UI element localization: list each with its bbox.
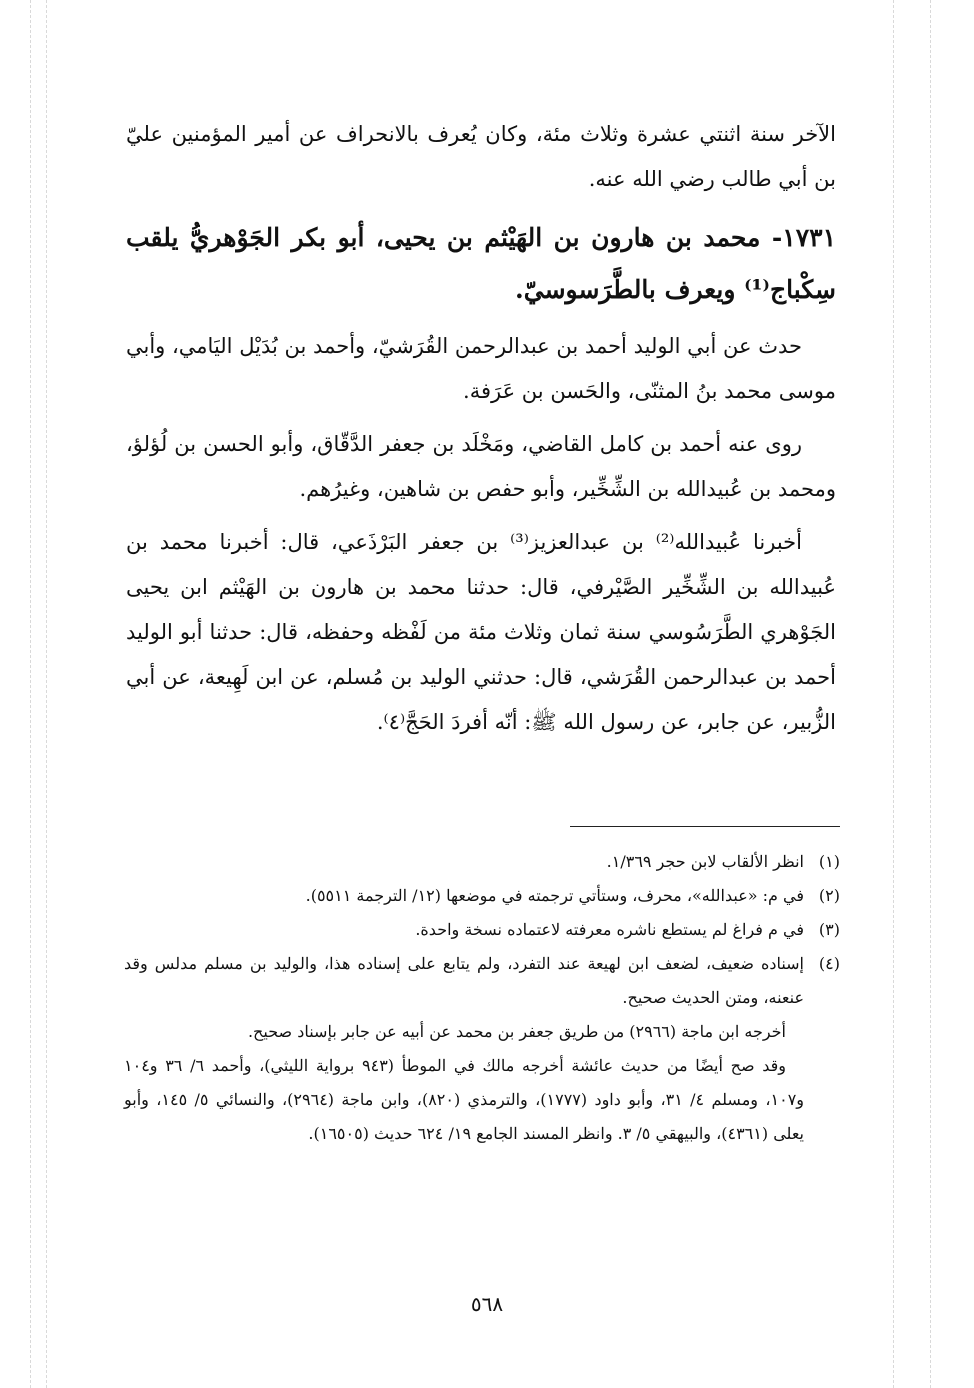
footnote-item	[124, 879, 840, 913]
intro-section	[126, 112, 836, 202]
footnotes	[124, 845, 840, 1151]
footnote-separator	[570, 826, 840, 827]
page-number: ٥٦٨	[470, 1292, 504, 1316]
scan-margin-line	[46, 0, 47, 1388]
entry-heading	[126, 212, 836, 316]
scan-margin-line	[30, 0, 31, 1388]
footnote-text: في م: «عبدالله»، محرف، وستأتي ترجمته في موضعها (١٢/ الترجمة ٥٥١١).	[305, 886, 804, 905]
footnote-continuation: أخرجه ابن ماجة (٢٩٦٦) من طريق جعفر بن محمد عن أبيه عن جابر بإسناد صحيح.	[247, 1022, 786, 1041]
footnote-item	[124, 947, 840, 1015]
footnote-item	[124, 845, 840, 879]
paragraph-students: روى عنه أحمد بن كامل القاضي، ومَخْلَد بن جعفر الدَّقّاق، وأبو الحسن بن لُؤلؤ، ومحمد بن عُبيدالله بن الشِّخِّير، وأبو حفص بن شاهين، وغيرُهم.	[126, 432, 836, 501]
scan-margin-line	[893, 0, 894, 1388]
entry-body	[126, 324, 836, 745]
footnote-text: انظر الألقاب لابن حجر ١/٣٦٩.	[606, 852, 804, 871]
footnote-number: (٣)	[818, 920, 840, 939]
paragraph-hadith: أخبرنا عُبيدالله⁽²⁾ بن عبدالعزيز⁽³⁾ بن جعفر البَرْذَعي، قال: أخبرنا محمد بن عُبيدالله بن الشِّخِّير الصَّيْرفي، قال: حدثنا محمد بن هارون بن الهَيْثم ابن يحيى الجَوْهري الطَّرَسُوسي سنة ثمان وثلاث مئة من لَفْظه وحفظه، قال: حدثنا أبو الوليد أحمد بن عبدالرحمن القُرَشي، قال: حدثني الوليد بن مُسلم، عن ابن لَهِيعة، عن أبي الزُّبير، عن جابر، عن رسول الله ﷺ: أنّه أفردَ الحَجَّ⁽٤⁾.	[126, 530, 836, 734]
intro-paragraph: الآخر سنة اثنتي عشرة وثلاث مئة، وكان يُعرف بالانحراف عن أمير المؤمنين عليّ بن أبي طالب رضي الله عنه.	[126, 122, 836, 191]
footnote-number: (٢)	[818, 886, 840, 905]
entry-title: ١٧٣١- محمد بن هارون بن الهَيْثم بن يحيى، أبو بكر الجَوْهريُّ يلقب سِكْباج⁽¹⁾ ويعرف بالطَّرَسوسيّ.	[126, 223, 836, 304]
footnote-text: إسناده ضعيف، لضعف ابن لهيعة عند التفرد، ولم يتابع على إسناده هذا، والوليد بن مسلم مدلس وقد عنعنه، ومتن الحديث صحيح.	[124, 954, 804, 1007]
footnote-number: (٤)	[818, 954, 840, 973]
footnote-item	[124, 913, 840, 947]
footnote-number: (١)	[818, 852, 840, 871]
footnote-text: في م فراغ لم يستطع ناشره معرفته لاعتماده نسخة واحدة.	[415, 920, 804, 939]
footnote-continuation: وقد صح أيضًا من حديث عائشة أخرجه مالك في الموطأ (٩٤٣ برواية الليثي)، وأحمد ٦/ ٣٦ و١٠٤ و١٠٧، ومسلم ٤/ ٣١، وأبو داود (١٧٧٧)، والترمذي (٨٢٠)، وابن ماجة (٢٩٦٤)، والنسائي ٥/ ١٤٥، وأبو يعلى (٤٣٦١)، والبيهقي ٥/ ٣. وانظر المسند الجامع ١٩/ ٦٢٤ حديث (١٦٥٠٥).	[124, 1056, 805, 1143]
scan-margin-line	[930, 0, 931, 1388]
paragraph-teachers: حدث عن أبي الوليد أحمد بن عبدالرحمن القُرَشيّ، وأحمد بن بُدَيْل اليَامي، وأبي موسى محمد بنُ المثنّى، والحَسن بن عَرَفة.	[126, 334, 836, 403]
